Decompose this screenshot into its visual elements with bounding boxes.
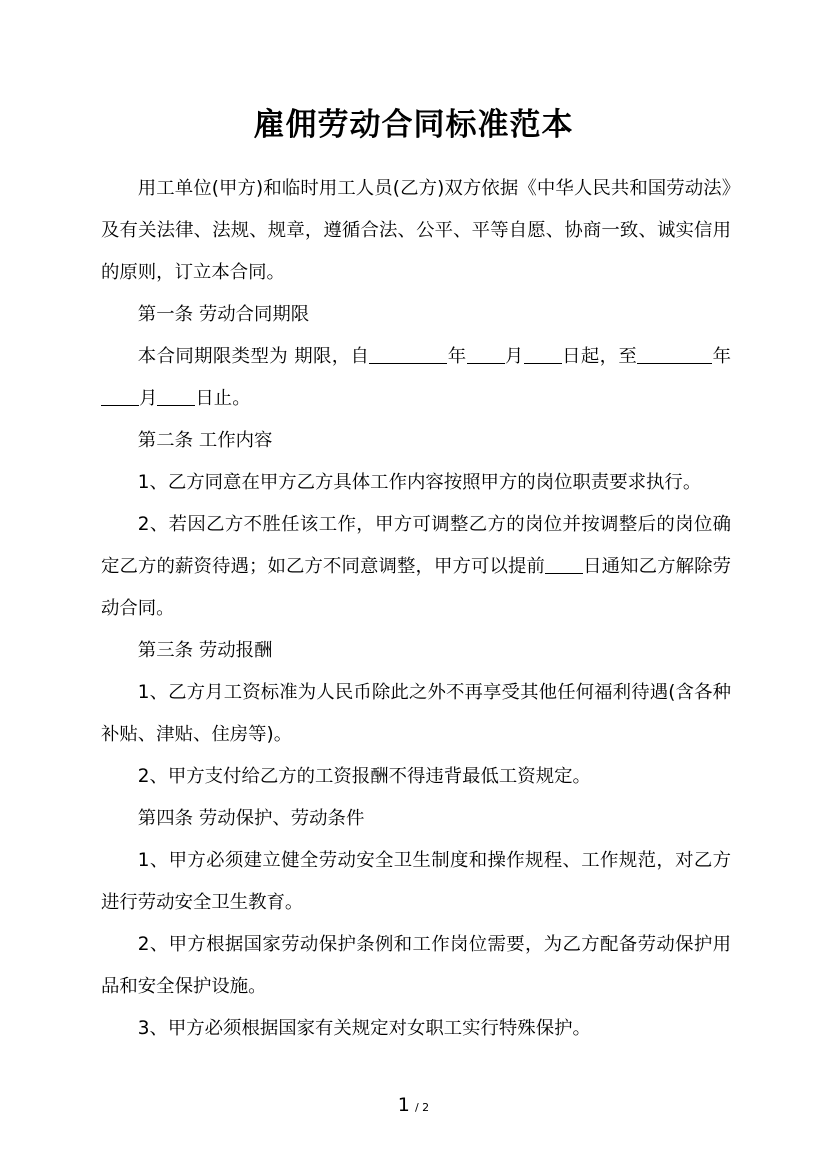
article-3-item-1: 1、乙方月工资标准为人民币除此之外不再享受其他任何福利待遇(含各种补贴、津贴、住房等)。 [101, 682, 731, 745]
article-2-item-2-tail: 日通知乙方解除劳动合同。 [101, 556, 731, 619]
article-3-item-2: 2、甲方支付给乙方的工资报酬不得违背最低工资规定。 [137, 766, 591, 787]
document-body [101, 168, 731, 1050]
page-number [0, 1094, 827, 1116]
end-month-label: 月 [139, 388, 158, 409]
term-clause-text: 本合同期限类型为 期限，自 [137, 346, 370, 367]
article-2-item-1: 1、乙方同意在甲方乙方具体工作内容按照甲方的岗位职责要求执行。 [137, 472, 702, 493]
end-day-label: 日止。 [195, 388, 251, 409]
start-day-label: 日起，至 [561, 346, 638, 367]
article-2-item-2 [101, 504, 731, 630]
current-page-number: 1 [397, 1094, 410, 1116]
end-year-label: 年 [712, 346, 731, 367]
article-4-item-2: 2、甲方根据国家劳动保护条例和工作岗位需要，为乙方配备劳动保护用品和安全保护设施。 [101, 934, 731, 997]
article-1-heading: 第一条 劳动合同期限 [137, 304, 310, 325]
article-1-term-paragraph [101, 336, 731, 420]
total-pages: / 2 [414, 1101, 430, 1114]
end-day-blank [157, 387, 195, 406]
end-year-blank-cont [703, 345, 712, 364]
article-2-item-2-text: 2、若因乙方不胜任该工作，甲方可调整乙方的岗位并按调整后的岗位确定乙方的薪资待遇；如乙方不同意调整，甲方可以提前 [101, 514, 731, 577]
start-day-blank [524, 345, 562, 364]
start-month-label: 月 [504, 346, 524, 367]
document-title: 雇佣劳动合同标准范本 [253, 107, 574, 143]
article-4-item-1: 1、甲方必须建立健全劳动安全卫生制度和操作规程、工作规范，对乙方进行劳动安全卫生教育。 [101, 850, 731, 913]
intro-paragraph: 用工单位(甲方)和临时用工人员(乙方)双方依据《中华人民共和国劳动法》及有关法律、法规、规章，遵循合法、公平、平等自愿、协商一致、诚实信用的原则，订立本合同。 [101, 178, 731, 283]
start-year-blank [369, 345, 447, 364]
start-year-label: 年 [447, 346, 467, 367]
article-2-heading: 第二条 工作内容 [137, 430, 273, 451]
start-month-blank [467, 345, 505, 364]
end-month-blank [101, 387, 139, 406]
end-year-blank [637, 345, 703, 364]
article-4-heading: 第四条 劳动保护、劳动条件 [137, 808, 365, 829]
article-3-heading: 第三条 劳动报酬 [137, 640, 273, 661]
article-4-item-3: 3、甲方必须根据国家有关规定对女职工实行特殊保护。 [137, 1018, 591, 1039]
notice-days-blank [545, 555, 583, 574]
